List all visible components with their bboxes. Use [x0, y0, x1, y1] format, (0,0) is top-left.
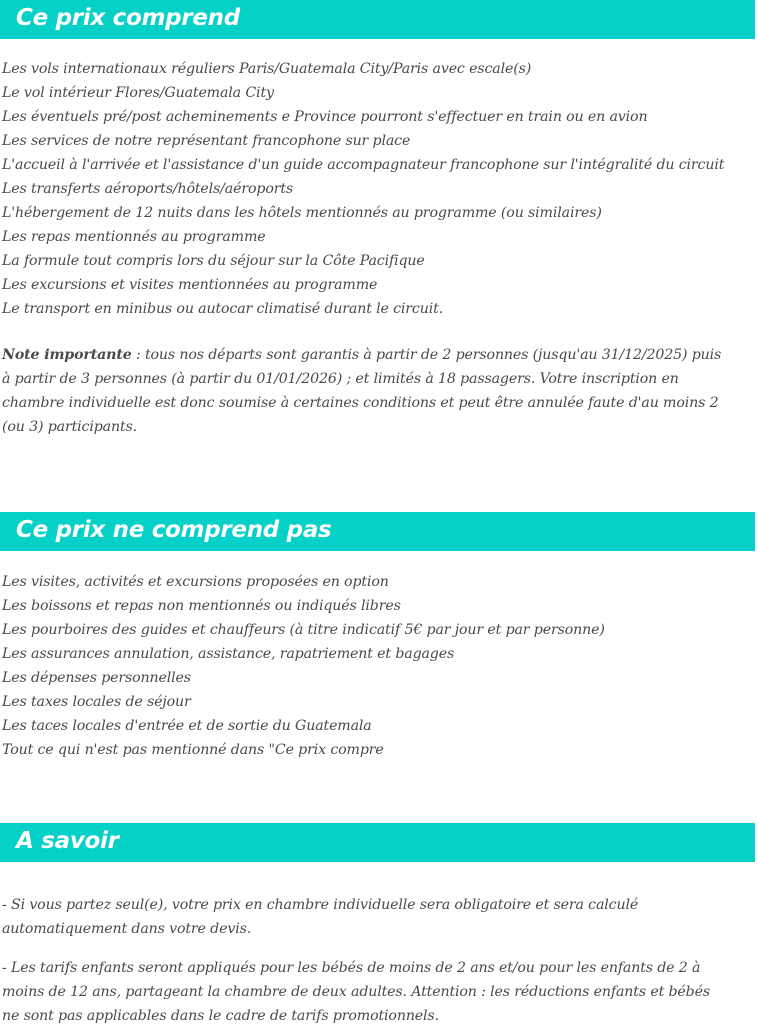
list-item: La formule tout compris lors du séjour sur la Côte Pacifique — [2, 253, 425, 269]
section-body-know — [0, 862, 758, 1027]
section-header-know — [0, 823, 755, 862]
list-item: Les excursions et visites mentionnées au programme — [2, 277, 378, 293]
section-header-excludes — [0, 512, 755, 551]
important-note-text: : tous nos départs sont garantis à partir de 2 personnes (jusqu'au 31/12/2025) puis à partir de 3 personnes (à partir du 01/01/2026) ; et limités à 18 passagers. Votre inscription en chambre individuelle est donc soumise à certaines conditions et peut être annulée faute d'au moins 2 (ou 3) participants. — [2, 347, 722, 435]
know-paragraph: - Les tarifs enfants seront appliqués pour les bébés de moins de 2 ans et/ou pour les enfants de 2 à moins de 12 ans, partageant la chambre de deux adultes. Attention : les réductions enfants et bébés ne sont pas applicables dans le cadre de tarifs promotionnels. — [2, 959, 710, 1024]
list-item: L'hébergement de 12 nuits dans les hôtels mentionnés au programme (ou similaires) — [2, 205, 602, 221]
list-item: Les repas mentionnés au programme — [2, 229, 266, 245]
list-item: L'accueil à l'arrivée et l'assistance d'un guide accompagnateur francophone sur l'intégralité du circuit — [2, 157, 725, 173]
list-item: Les boissons et repas non mentionnés ou indiqués libres — [2, 598, 401, 615]
list-item: Les transferts aéroports/hôtels/aéroports — [2, 181, 294, 197]
includes-list — [0, 57, 758, 321]
section-body-excludes — [0, 551, 758, 762]
section-header-includes — [0, 0, 755, 39]
list-item: Les taces locales d'entrée et de sortie du Guatemala — [2, 718, 372, 735]
list-item: Les taxes locales de séjour — [2, 694, 191, 711]
section-spacer — [0, 453, 758, 512]
excludes-list — [0, 570, 758, 762]
list-item: Le transport en minibus ou autocar climatisé durant le circuit. — [2, 301, 444, 317]
list-item: Tout ce qui n'est pas mentionné dans "Ce prix compre — [2, 742, 384, 759]
know-paragraph: - Si vous partez seul(e), votre prix en chambre individuelle sera obligatoire et sera calculé automatiquement dans votre devis. — [2, 897, 639, 938]
important-note-label: Note importante — [2, 347, 132, 363]
list-item: Les vols internationaux réguliers Paris/Guatemala City/Paris avec escale(s) — [2, 61, 532, 77]
list-item: Les assurances annulation, assistance, rapatriement et bagages — [2, 646, 455, 663]
section-title-know: A savoir — [16, 828, 119, 855]
list-item: Les éventuels pré/post acheminements e Province pourront s'effectuer en train ou en avion — [2, 109, 648, 125]
section-title-excludes: Ce prix ne comprend pas — [16, 517, 332, 544]
section-title-includes: Ce prix comprend — [16, 5, 240, 31]
list-item: Le vol intérieur Flores/Guatemala City — [2, 85, 274, 101]
section-body-includes — [0, 39, 758, 439]
list-item: Les dépenses personnelles — [2, 670, 191, 687]
list-item: Les services de notre représentant francophone sur place — [2, 133, 411, 149]
list-item: Les pourboires des guides et chauffeurs (à titre indicatif 5€ par jour et par personne) — [2, 622, 605, 639]
section-spacer — [0, 762, 758, 823]
important-note — [0, 343, 734, 439]
list-item: Les visites, activités et excursions proposées en option — [2, 574, 389, 591]
